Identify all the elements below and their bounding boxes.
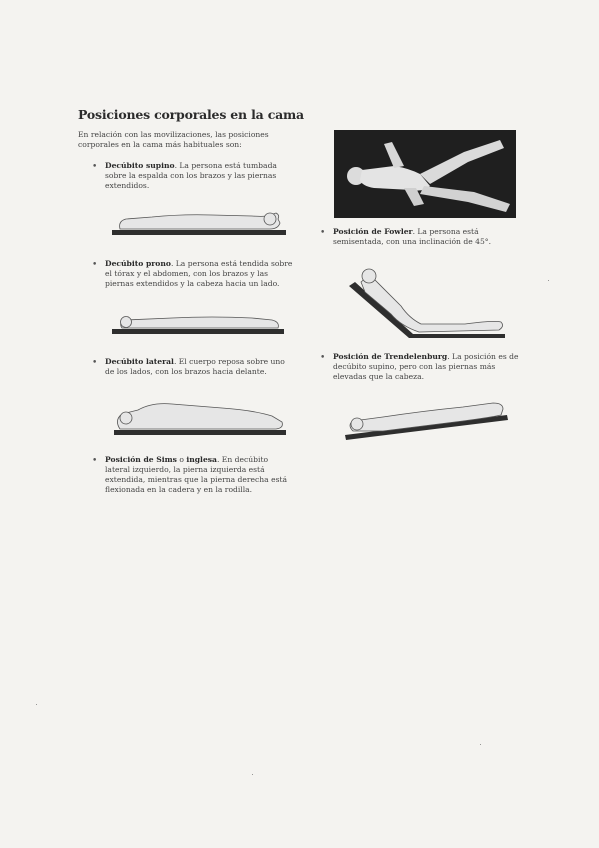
item-title: Decúbito supino xyxy=(105,161,175,170)
item-text: . La persona está tendida sobre el tórax y el abdomen, con los brazos y las piernas extendidos y la cabeza hacia un lado. xyxy=(105,259,293,288)
item-posicion-trendelenburg xyxy=(320,352,521,382)
scan-speck xyxy=(36,704,37,705)
item-posicion-fowler xyxy=(320,227,521,247)
body-silhouette xyxy=(120,213,280,229)
item-text: . La posición es de decúbito supino, pero con las piernas más elevadas que la cabeza. xyxy=(333,352,519,381)
patient-photo-illustration xyxy=(334,130,516,218)
figure-posicion-fowler xyxy=(345,262,510,340)
body-silhouette xyxy=(117,404,282,429)
bullet-icon: • xyxy=(320,353,326,363)
figure-posicion-trendelenburg xyxy=(343,395,511,445)
bed-surface xyxy=(112,329,284,334)
bullet-icon: • xyxy=(92,260,98,270)
bed-surface xyxy=(112,230,286,235)
bed-surface xyxy=(114,430,286,435)
scan-speck xyxy=(252,774,253,775)
scan-speck xyxy=(480,744,481,745)
item-text: . En decúbito lateral izquierdo, la pierna izquierda está extendida, mientras que la pierna derecha está flexionada en la cadera y en la rodilla. xyxy=(105,455,288,494)
item-decubito-prono xyxy=(92,259,293,289)
body-silhouette xyxy=(121,317,279,328)
head-shape xyxy=(121,317,132,328)
figure-decubito-lateral xyxy=(112,398,292,440)
figure-decubito-prono xyxy=(112,308,292,338)
scan-speck xyxy=(548,280,549,281)
item-decubito-lateral xyxy=(92,357,293,377)
head-shape xyxy=(362,269,376,283)
figure-decubito-supino xyxy=(112,205,292,241)
item-text: . La persona está tumbada sobre la espalda con los brazos y las piernas extendidos. xyxy=(105,161,277,190)
item-title: Posición de Fowler xyxy=(333,227,413,236)
item-title: Posición de Trendelenburg xyxy=(333,352,448,361)
item-text: . El cuerpo reposa sobre uno de los lados, con los brazos hacia delante. xyxy=(105,357,285,376)
item-posicion-sims xyxy=(92,455,293,495)
bullet-icon: • xyxy=(92,162,98,172)
item-decubito-supino xyxy=(92,161,293,191)
head-shape xyxy=(120,412,132,424)
bullet-icon: • xyxy=(92,358,98,368)
bullet-icon: • xyxy=(92,456,98,466)
item-title: Posición de Sims xyxy=(105,455,177,464)
head-shape xyxy=(351,418,363,430)
item-title: Decúbito lateral xyxy=(105,357,174,366)
bullet-icon: • xyxy=(320,228,326,238)
intro-paragraph: En relación con las movilizaciones, las posiciones corporales en la cama más habituales son: xyxy=(78,130,269,149)
head-shape xyxy=(264,213,276,225)
item-text: . La persona está semisentada, con una inclinación de 45°. xyxy=(333,227,491,246)
item-title: Decúbito prono xyxy=(105,259,171,268)
item-title-alt: inglesa xyxy=(186,455,217,464)
page-title: Posiciones corporales en la cama xyxy=(78,107,304,122)
body-silhouette xyxy=(361,278,503,332)
item-connector: o xyxy=(176,455,187,464)
photo-patient-on-bed xyxy=(334,130,516,218)
